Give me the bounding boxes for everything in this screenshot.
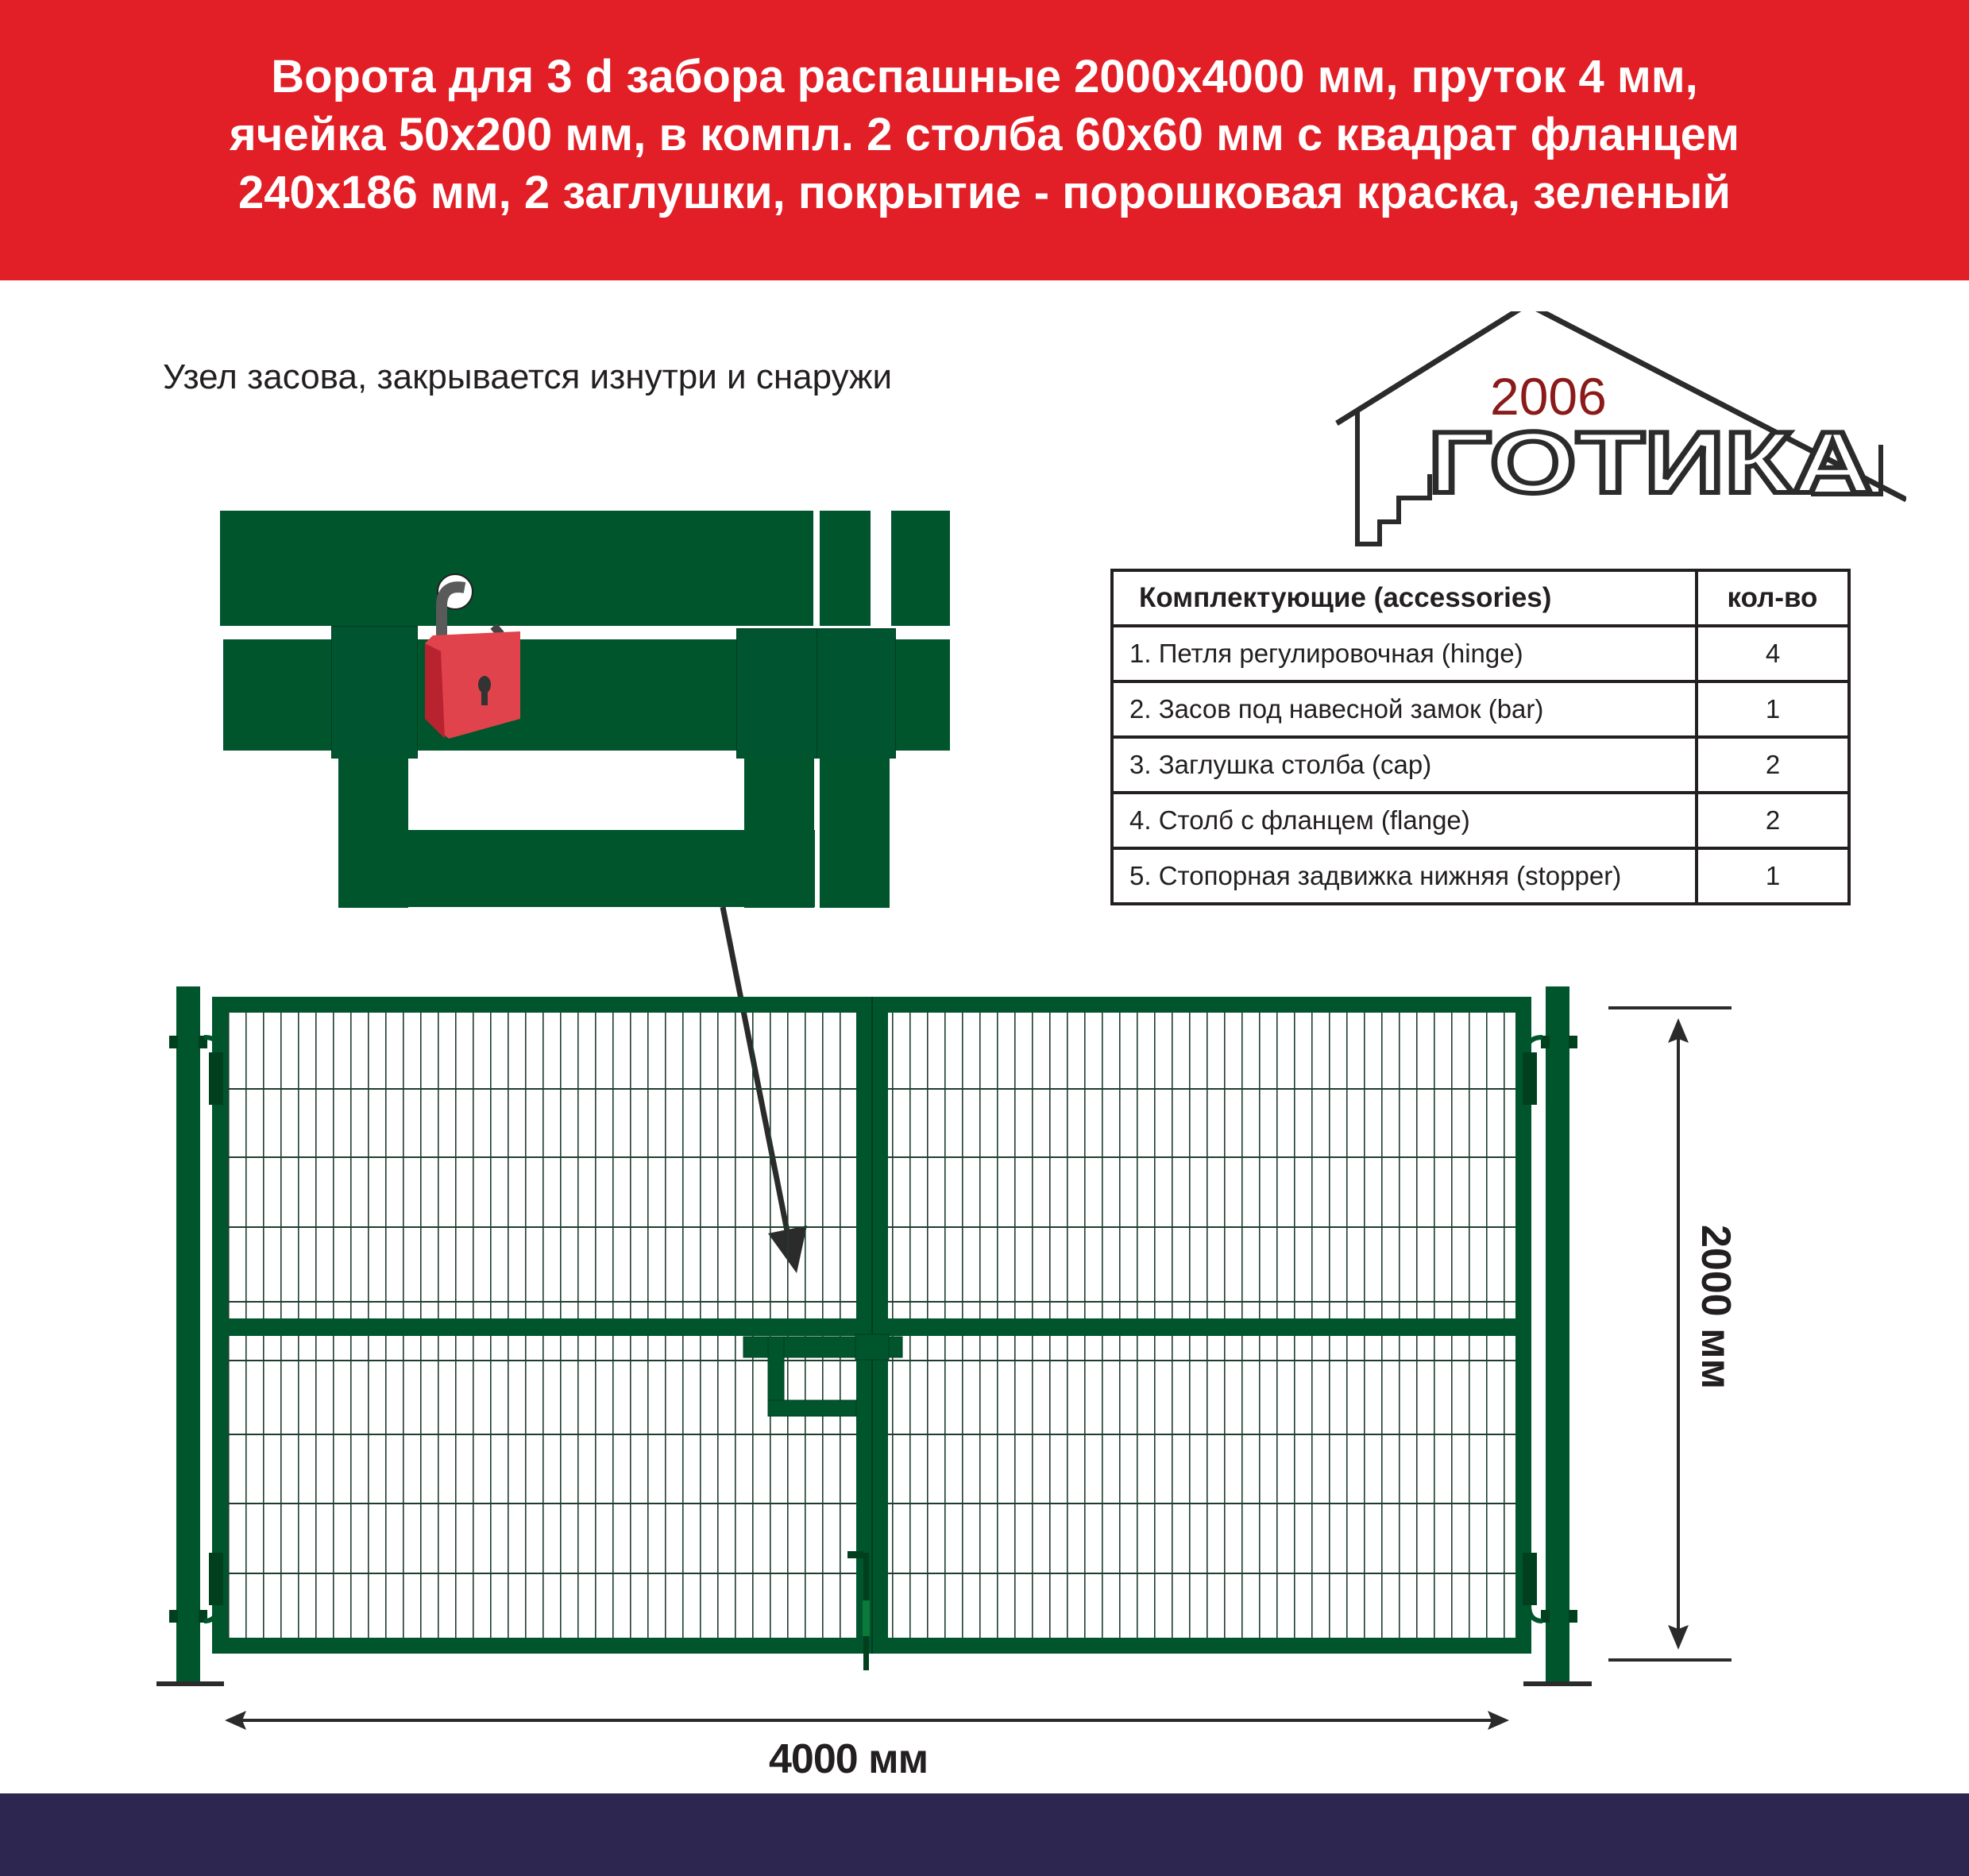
title-line-2: ячейка 50x200 мм, в компл. 2 столба 60x60 мм с квадрат фланцем [229,109,1740,160]
accessory-qty: 4 [1697,626,1849,681]
logo-brand: ГОТИКА [1428,414,1873,511]
title-line-3: 240x186 мм, 2 заглушки, покрытие - порошковая краска, зеленый [237,167,1732,218]
width-dimension-label: 4000 мм [769,1736,929,1782]
accessory-name: 3. Заглушка столба (cap) [1112,737,1697,793]
accessory-name: 1. Петля регулировочная (hinge) [1112,626,1697,681]
height-dimension-label: 2000 мм [1693,1225,1739,1390]
right-flange [1523,1681,1592,1686]
accessory-qty: 2 [1697,737,1849,793]
accessory-qty: 1 [1697,848,1849,904]
accessory-qty: 2 [1697,793,1849,848]
logo-year: 2006 [1490,367,1607,426]
left-flange [156,1681,224,1686]
left-post [176,986,200,1684]
accessory-name: 5. Стопорная задвижка нижняя (stopper) [1112,848,1697,904]
accessory-name: 4. Столб с фланцем (flange) [1112,793,1697,848]
accessory-name: 2. Засов под навесной замок (bar) [1112,681,1697,737]
width-dimension [225,1711,1509,1730]
title-line-1: Ворота для 3 d забора распашные 2000x4000 мм, пруток 4 мм, [271,51,1698,102]
col-accessories-header: Комплектующие (accessories) [1112,570,1697,626]
col-qty-header: кол-во [1697,570,1849,626]
accessory-qty: 1 [1697,681,1849,737]
footer-band [0,1793,1969,1876]
right-post [1546,986,1569,1684]
latch-detail-caption: Узел засова, закрывается изнутри и снаружи [163,357,893,396]
